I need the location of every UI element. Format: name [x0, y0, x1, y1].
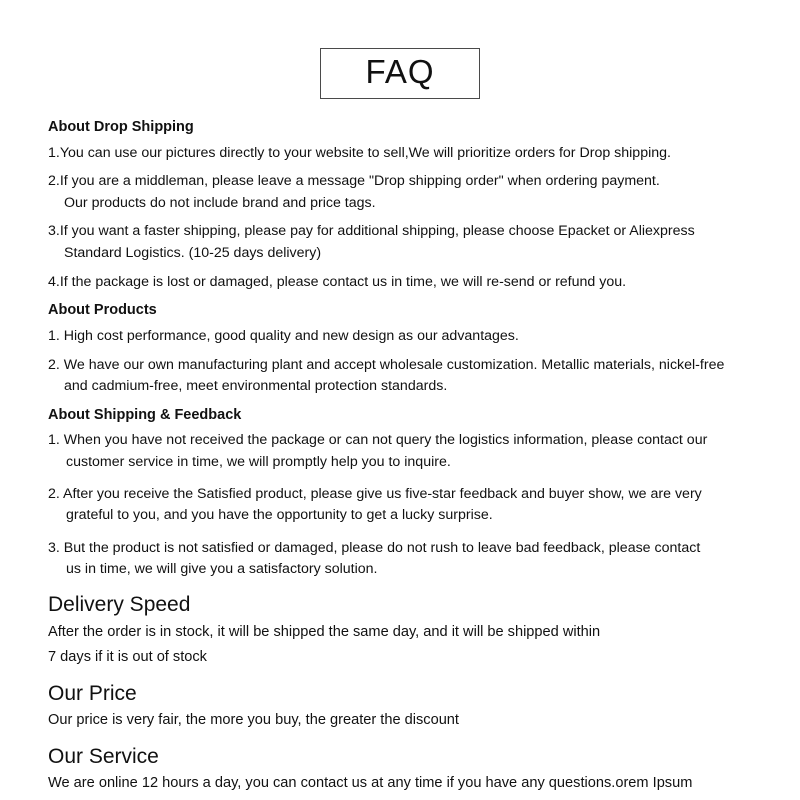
faq-item-text: 3.If you want a faster shipping, please pay for additional shipping, please choose Epacket or Aliexpress — [48, 223, 695, 240]
faq-item-continuation: Standard Logistics. (10-25 days delivery) — [64, 245, 322, 262]
faq-item-continuation: grateful to you, and you have the opportunity to get a lucky surprise. — [66, 507, 493, 524]
faq-item — [48, 430, 764, 473]
faq-item-text: 1. When you have not received the package or can not query the logistics information, please contact our — [48, 432, 708, 449]
faq-item — [48, 484, 764, 527]
faq-item-continuation: and cadmium-free, meet environmental protection standards. — [64, 378, 448, 395]
faq-item-text: 1.You can use our pictures directly to your website to sell,We will prioritize orders for Drop shipping. — [48, 144, 671, 161]
block-text-our-price: Our price is very fair, the more you buy, the greater the discount — [48, 712, 459, 729]
faq-item — [48, 326, 764, 348]
block-text-delivery-speed-line2: 7 days if it is out of stock — [48, 649, 207, 666]
faq-item — [48, 171, 764, 214]
faq-item-text: 2. After you receive the Satisfied product, please give us five-star feedback and buyer show, we are very — [48, 486, 702, 503]
faq-item — [48, 355, 764, 398]
faq-item — [48, 143, 764, 165]
block-text-delivery-speed-line1: After the order is in stock, it will be shipped the same day, and it will be shipped within — [48, 623, 601, 640]
section-heading-drop-shipping: About Drop Shipping — [48, 119, 194, 135]
shipping-feedback-items — [48, 430, 764, 580]
faq-item-text: 2. We have our own manufacturing plant and accept wholesale customization. Metallic materials, nickel-free — [48, 356, 725, 373]
faq-title-box — [320, 48, 479, 99]
block-heading-our-price: Our Price — [48, 681, 137, 705]
faq-item-text: 4.If the package is lost or damaged, please contact us in time, we will re-send or refund you. — [48, 273, 627, 290]
faq-item — [48, 538, 764, 581]
section-heading-products: About Products — [48, 302, 157, 319]
faq-item-text: 3. But the product is not satisfied or damaged, please do not rush to leave bad feedback, please contact — [48, 539, 701, 556]
faq-item-continuation: Our products do not include brand and price tags. — [64, 194, 376, 211]
block-text-our-service: We are online 12 hours a day, you can contact us at any time if you have any questions.orem Ipsum — [48, 775, 693, 792]
page-title: FAQ — [365, 53, 435, 90]
faq-content — [0, 99, 800, 796]
faq-item-text: 2.If you are a middleman, please leave a message "Drop shipping order" when ordering payment. — [48, 173, 660, 190]
faq-item-continuation: customer service in time, we will promptly help you to inquire. — [66, 453, 451, 470]
block-heading-delivery-speed: Delivery Speed — [48, 593, 191, 617]
faq-item — [48, 221, 764, 264]
section-heading-shipping-feedback: About Shipping & Feedback — [48, 406, 242, 423]
faq-item-continuation: us in time, we will give you a satisfactory solution. — [66, 560, 378, 577]
faq-item-text: 1. High cost performance, good quality and new design as our advantages. — [48, 327, 519, 344]
faq-title-container — [0, 0, 800, 99]
block-heading-our-service: Our Service — [48, 744, 159, 768]
faq-item — [48, 272, 764, 294]
